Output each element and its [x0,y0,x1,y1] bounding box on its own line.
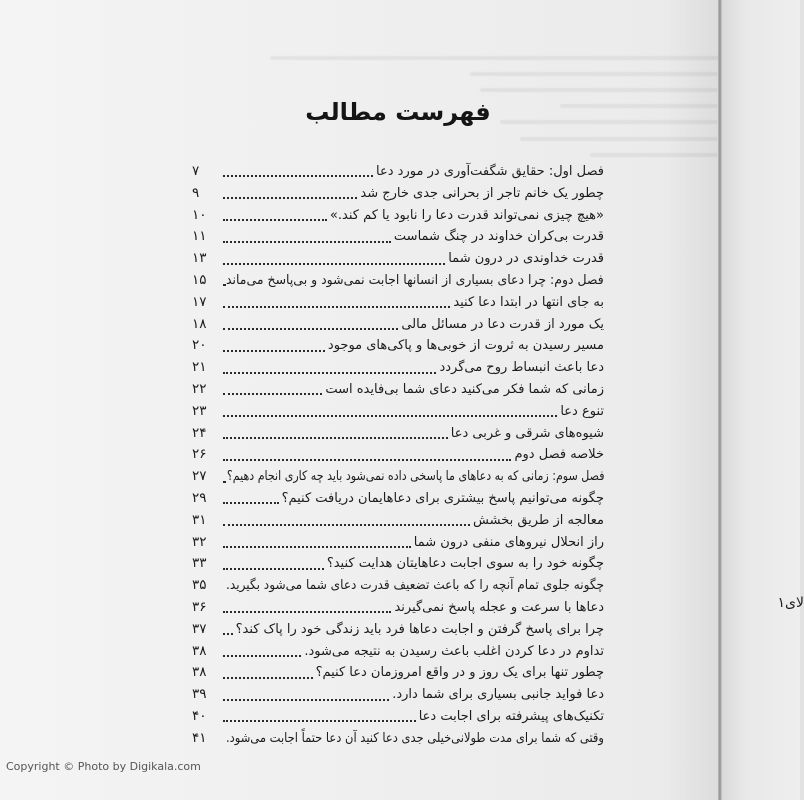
dot-leader [223,654,301,657]
toc-entry [192,183,604,205]
dot-leader [223,305,450,308]
dot-leader [223,676,313,679]
toc-entry-title: فصل اول: حقایق شگفت‌آوری در مورد دعا [376,164,604,179]
toc-entry-page: ۴۰ [192,707,207,724]
toc-entry-page: ۲۲ [192,380,207,397]
toc-entry-page: ۲۴ [192,424,207,441]
page-title: فهرست مطالب [305,98,491,126]
toc-entry-title: راز انحلال نیروهای منفی درون شما [413,534,604,550]
toc-entry-title: چطور تنها برای یک روز و در واقع امروزمان دعا کنیم؟ [315,665,604,681]
toc-entry-title: «هیچ چیزی نمی‌تواند قدرت دعا را نابود یا کم کند.» [329,207,604,223]
toc-entry-title: فصل دوم: چرا دعای بسیاری از انسانها اجابت نمی‌شود و بی‌پاسخ می‌ماند [226,272,604,288]
toc-entry [192,314,604,336]
toc-entry [192,161,604,183]
toc-entry-title: یک مورد از قدرت دعا در مسائل مالی [401,316,604,332]
toc-entry-page: ۳۳ [192,555,207,572]
toc-entry [192,488,604,510]
dot-leader [223,174,373,177]
dot-leader [223,371,436,374]
toc-entry [192,510,604,532]
toc-entry-title: چگونه خود را به سوی اجابت دعاهایتان هدایت کنید؟ [326,556,604,572]
toc-entry-page: ۳۸ [192,642,207,659]
dot-leader [223,719,416,722]
toc-entry [192,357,604,379]
toc-entry [192,335,604,357]
toc-entry-title: فصل سوم: زمانی که به دعاهای ما پاسخی داده نمی‌شود باید چه کاری انجام دهیم؟ [226,469,604,485]
toc-entry-page: ۳۷ [192,620,207,637]
toc-entry-page: ۷ [192,163,200,179]
toc-entry-page: ۲۹ [192,489,207,506]
toc-entry-page: ۱۰ [192,206,207,223]
toc-entry [192,466,604,488]
toc-entry-title: چرا برای پاسخ گرفتن و اجابت دعاها فرد باید زندگی خود را پاک کند؟ [235,621,604,637]
toc-entry-page: ۱۱ [192,228,207,245]
toc-entry-title: قدرت بی‌کران خداوند در چنگ شماست [393,229,604,245]
toc-entry [192,553,604,575]
toc-entry-title: چگونه می‌توانیم پاسخ بیشتری برای دعاهایمان دریافت کنیم؟ [281,490,604,506]
dot-leader [223,414,557,417]
toc-entry [192,444,604,466]
dot-leader [223,196,357,199]
toc-entry [192,728,604,750]
photo-credit: Copyright © Photo by Digikala.com [6,760,201,773]
toc-entry-page: ۱۵ [192,271,207,288]
toc-entry-page: ۳۹ [192,686,207,703]
dot-leader [223,567,324,570]
dot-leader [223,480,224,483]
toc-entry-page: ۳۱ [192,511,207,528]
toc-entry [192,401,604,423]
dot-leader [223,218,327,221]
toc-entry [192,270,604,292]
toc-entry-title: به جای انتها در ابتدا دعا کنید [453,294,604,310]
toc-entry-page: ۲۳ [192,402,207,419]
dot-leader [223,436,448,439]
toc-entry-title: خلاصه فصل دوم [514,447,604,463]
toc-entry [192,597,604,619]
facing-page-text-fragment: لای۱ [777,595,804,611]
toc-entry [192,532,604,554]
toc-entry-page: ۳۶ [192,598,207,615]
bleed-through-text [520,137,718,141]
dot-leader [223,501,279,504]
toc-entry [192,684,604,706]
toc-entry-page: ۴۱ [192,729,207,746]
toc-entry-title: شیوه‌های شرقی و غربی دعا [450,425,604,441]
toc-entry-title: تکنیک‌های پیشرفته برای اجابت دعا [418,708,604,724]
toc-entry [192,379,604,401]
toc-entry-title: دعاها با سرعت و عجله پاسخ نمی‌گیرند [394,599,604,615]
toc-entry-title: قدرت خداوندی در درون شما [448,251,604,267]
toc-entry-page: ۱۳ [192,250,207,267]
dot-leader [223,610,391,613]
dot-leader [223,632,233,635]
dot-leader [223,327,398,330]
toc-entry [192,226,604,248]
toc-entry-page: ۳۸ [192,664,207,681]
toc-entry [192,706,604,728]
toc-entry [192,205,604,227]
toc-entry-title: چطور یک خانم تاجر از بحرانی جدی خارج شد [360,185,604,201]
toc-entry-page: ۳۲ [192,533,207,550]
toc-entry-page: ۲۷ [192,468,207,485]
dot-leader [223,458,511,461]
dot-leader [223,545,411,548]
toc-entry-title: تداوم در دعا کردن اغلب باعث رسیدن به نتیجه می‌شود. [304,643,604,659]
toc-entry-title: زمانی که شما فکر می‌کنید دعای شما بی‌فایده است [325,381,604,397]
bleed-through-text [590,153,718,157]
toc-entry-title: تنوع دعا [560,403,604,419]
table-of-contents [192,161,604,750]
dot-leader [223,349,325,352]
toc-entry-page: ۳۵ [191,577,207,594]
toc-entry [192,292,604,314]
toc-entry-title: معالجه از طریق بخشش [473,512,604,528]
bleed-through-text [270,56,720,60]
toc-entry-page: ۹ [192,184,200,201]
dot-leader [223,240,391,243]
toc-entry [192,641,604,663]
dot-leader [223,262,445,265]
toc-entry-page: ۱۷ [192,293,207,310]
toc-entry-page: ۱۸ [192,315,207,332]
toc-entry-title: چگونه جلوی تمام آنچه را که باعث تضعیف قدرت دعای شما می‌شود بگیرید. [225,578,604,594]
toc-entry-page: ۲۱ [192,359,207,376]
toc-entry-page: ۲۶ [192,446,207,463]
toc-entry [192,423,604,445]
bleed-through-text [470,72,718,76]
toc-entry [192,248,604,270]
dot-leader [223,523,470,526]
toc-entry-title: دعا فواید جانبی بسیاری برای شما دارد. [392,687,604,703]
toc-entry-title: دعا باعث انبساط روح می‌گردد [439,360,604,376]
toc-entry-page: ۲۰ [192,337,207,354]
toc-entry [192,662,604,684]
toc-entry [192,575,604,597]
bleed-through-text [480,88,718,92]
toc-entry-title: مسیر رسیدن به ثروت از خوبی‌ها و پاکی‌های موجود [327,338,604,354]
toc-entry [192,619,604,641]
toc-entry-title: وقتی که شما برای مدت طولانی‌خیلی جدی دعا کنید آن دعا حتماً اجابت می‌شود. [226,730,604,746]
dot-leader [223,698,389,701]
facing-page [722,0,804,800]
dot-leader [223,392,322,395]
